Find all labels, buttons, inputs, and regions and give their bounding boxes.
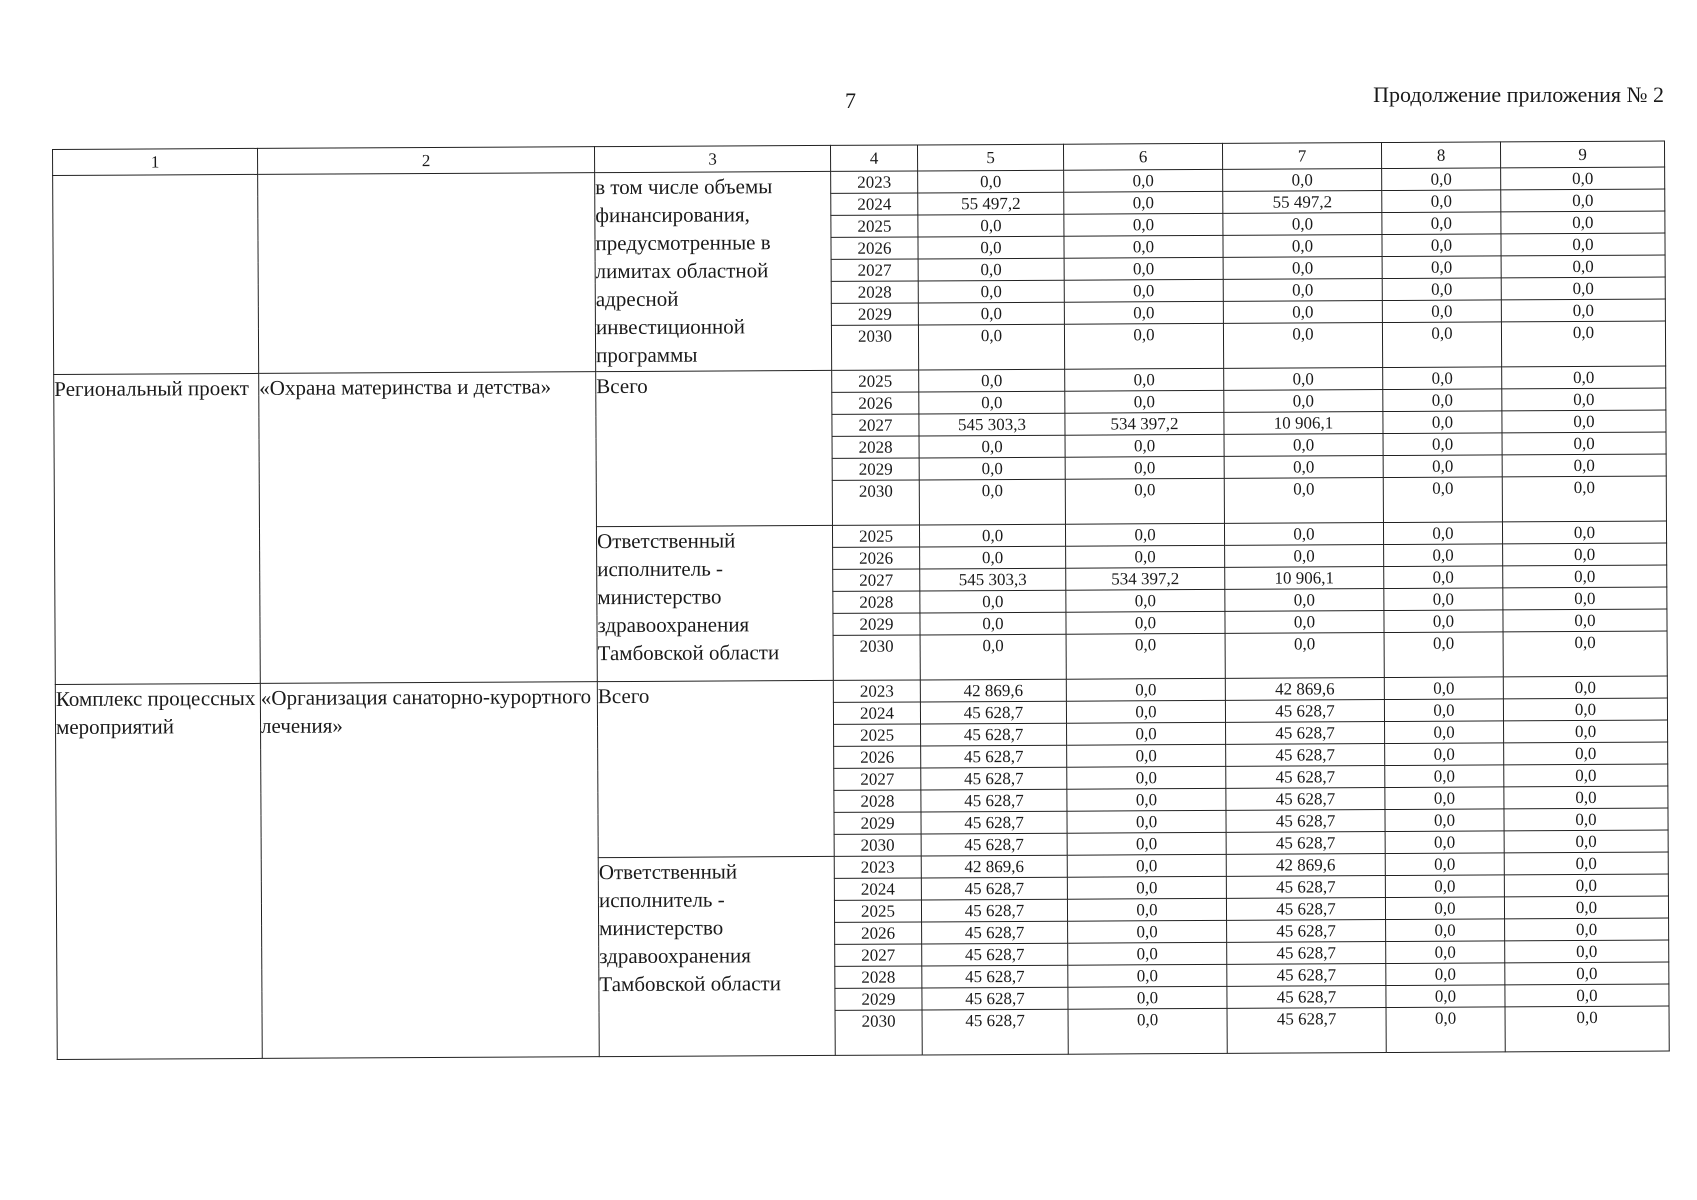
value-cell-col8: 0,0 [1382, 300, 1501, 323]
value-cell-total: 0,0 [919, 457, 1065, 480]
value-cell-total: 0,0 [920, 590, 1066, 613]
value-cell-col7: 0,0 [1223, 301, 1382, 324]
value-cell-col8: 0,0 [1383, 477, 1502, 523]
year-cell: 2028 [834, 790, 921, 812]
value-cell-total: 45 628,7 [921, 833, 1067, 856]
value-cell-col7: 0,0 [1223, 279, 1382, 302]
value-cell-total: 45 628,7 [922, 921, 1068, 944]
section-name-cell: «Охрана материнства и детства» [259, 372, 598, 684]
column-header: 6 [1063, 143, 1222, 170]
value-cell-total: 0,0 [918, 236, 1064, 259]
column-header: 7 [1222, 143, 1381, 170]
value-cell-total: 45 628,7 [921, 899, 1067, 922]
value-cell-col6: 0,0 [1065, 434, 1224, 457]
value-cell-col6: 0,0 [1065, 368, 1224, 391]
year-cell: 2027 [833, 569, 920, 591]
value-cell-col7: 42 869,6 [1226, 854, 1385, 877]
year-cell: 2025 [834, 900, 921, 922]
value-cell-col8: 0,0 [1386, 1007, 1505, 1053]
value-cell-col7: 0,0 [1224, 523, 1383, 546]
value-cell-total: 45 628,7 [922, 943, 1068, 966]
value-cell-col9: 0,0 [1504, 874, 1668, 897]
value-cell-total: 45 628,7 [922, 965, 1068, 988]
value-cell-col7: 45 628,7 [1227, 920, 1386, 943]
value-cell-col7: 0,0 [1225, 589, 1384, 612]
value-cell-total: 0,0 [918, 214, 1064, 237]
value-cell-col8: 0,0 [1382, 278, 1501, 301]
value-cell-col9: 0,0 [1502, 454, 1666, 477]
year-cell: 2029 [832, 458, 919, 480]
value-cell-col8: 0,0 [1384, 544, 1503, 567]
value-cell-col9: 0,0 [1502, 366, 1666, 389]
value-cell-col6: 0,0 [1067, 876, 1226, 899]
value-cell-col7: 0,0 [1225, 633, 1384, 679]
value-cell-col9: 0,0 [1503, 587, 1667, 610]
value-cell-col7: 0,0 [1225, 545, 1384, 568]
value-cell-total: 45 628,7 [921, 789, 1067, 812]
funding-group-label-cell: Всего [596, 370, 833, 526]
value-cell-total: 45 628,7 [920, 701, 1066, 724]
value-cell-col9: 0,0 [1503, 543, 1667, 566]
value-cell-col8: 0,0 [1383, 455, 1502, 478]
year-cell: 2030 [832, 480, 919, 525]
value-cell-col8: 0,0 [1386, 985, 1505, 1008]
value-cell-col9: 0,0 [1501, 299, 1665, 322]
value-cell-col9: 0,0 [1501, 277, 1665, 300]
year-cell: 2025 [831, 215, 918, 237]
value-cell-col7: 0,0 [1224, 434, 1383, 457]
value-cell-col9: 0,0 [1501, 211, 1665, 234]
column-header: 9 [1500, 141, 1664, 168]
value-cell-col7: 0,0 [1223, 257, 1382, 280]
value-cell-col7: 45 628,7 [1226, 722, 1385, 745]
value-cell-col9: 0,0 [1504, 830, 1668, 853]
value-cell-col7: 45 628,7 [1226, 832, 1385, 855]
year-cell: 2026 [835, 922, 922, 944]
section-type-cell: Региональный проект [54, 373, 261, 684]
value-cell-col6: 0,0 [1067, 766, 1226, 789]
value-cell-total: 0,0 [918, 302, 1064, 325]
year-cell: 2030 [835, 1010, 922, 1055]
value-cell-total: 45 628,7 [922, 987, 1068, 1010]
value-cell-col8: 0,0 [1385, 721, 1504, 744]
value-cell-col9: 0,0 [1504, 808, 1668, 831]
year-cell: 2028 [833, 591, 920, 613]
value-cell-col9: 0,0 [1505, 940, 1669, 963]
value-cell-col6: 0,0 [1068, 1008, 1227, 1054]
year-cell: 2027 [834, 768, 921, 790]
value-cell-total: 42 869,6 [921, 855, 1067, 878]
value-cell-col8: 0,0 [1382, 168, 1501, 191]
page-number: 7 [845, 88, 856, 113]
value-cell-total: 0,0 [918, 280, 1064, 303]
year-cell: 2030 [833, 635, 920, 680]
value-cell-col6: 0,0 [1068, 986, 1227, 1009]
value-cell-col9: 0,0 [1503, 565, 1667, 588]
value-cell-col9: 0,0 [1502, 432, 1666, 455]
value-cell-col7: 45 628,7 [1226, 898, 1385, 921]
value-cell-col8: 0,0 [1385, 897, 1504, 920]
value-cell-col8: 0,0 [1385, 765, 1504, 788]
value-cell-col9: 0,0 [1502, 388, 1666, 411]
value-cell-col7: 10 906,1 [1224, 412, 1383, 435]
year-cell: 2028 [832, 436, 919, 458]
value-cell-col8: 0,0 [1383, 522, 1502, 545]
year-cell: 2023 [834, 856, 921, 878]
value-cell-col9: 0,0 [1501, 189, 1665, 212]
year-cell: 2023 [831, 171, 918, 193]
value-cell-col8: 0,0 [1385, 809, 1504, 832]
financing-table [52, 141, 1670, 1060]
value-cell-col9: 0,0 [1504, 786, 1668, 809]
year-cell: 2030 [831, 325, 918, 370]
year-cell: 2026 [831, 237, 918, 259]
value-cell-col9: 0,0 [1503, 676, 1667, 699]
value-cell-col7: 0,0 [1223, 213, 1382, 236]
column-header: 1 [53, 148, 258, 175]
section-type-cell: Комплекс процессных мероприятий [55, 683, 262, 1059]
value-cell-total: 0,0 [918, 324, 1064, 370]
value-cell-col8: 0,0 [1382, 322, 1501, 368]
value-cell-col7: 45 628,7 [1226, 876, 1385, 899]
value-cell-col8: 0,0 [1383, 367, 1502, 390]
value-cell-col6: 0,0 [1064, 279, 1223, 302]
value-cell-col6: 0,0 [1064, 235, 1223, 258]
value-cell-col8: 0,0 [1384, 588, 1503, 611]
value-cell-col8: 0,0 [1384, 632, 1503, 678]
value-cell-col8: 0,0 [1384, 566, 1503, 589]
value-cell-col6: 0,0 [1067, 898, 1226, 921]
value-cell-col7: 0,0 [1224, 456, 1383, 479]
value-cell-total: 0,0 [920, 546, 1066, 569]
value-cell-total: 45 628,7 [922, 1009, 1068, 1055]
value-cell-col6: 0,0 [1067, 854, 1226, 877]
value-cell-col9: 0,0 [1504, 852, 1668, 875]
value-cell-col9: 0,0 [1505, 918, 1669, 941]
value-cell-col7: 0,0 [1223, 235, 1382, 258]
value-cell-col7: 0,0 [1225, 611, 1384, 634]
value-cell-col9: 0,0 [1501, 233, 1665, 256]
value-cell-total: 0,0 [918, 258, 1064, 281]
value-cell-col9: 0,0 [1501, 255, 1665, 278]
value-cell-col6: 0,0 [1066, 589, 1225, 612]
value-cell-col6: 0,0 [1064, 169, 1223, 192]
value-cell-col6: 0,0 [1066, 633, 1225, 679]
value-cell-col7: 0,0 [1223, 169, 1382, 192]
value-cell-col8: 0,0 [1385, 743, 1504, 766]
year-cell: 2027 [831, 259, 918, 281]
value-cell-col8: 0,0 [1386, 941, 1505, 964]
value-cell-col6: 0,0 [1067, 832, 1226, 855]
year-cell: 2029 [831, 303, 918, 325]
value-cell-col6: 0,0 [1066, 545, 1225, 568]
year-cell: 2025 [832, 370, 919, 392]
value-cell-col8: 0,0 [1384, 677, 1503, 700]
value-cell-col6: 0,0 [1066, 678, 1225, 701]
year-cell: 2024 [833, 702, 920, 724]
section-name-cell: «Организация санаторно-курортного лечения» [260, 682, 599, 1059]
value-cell-total: 545 303,3 [920, 568, 1066, 591]
year-cell: 2029 [834, 812, 921, 834]
value-cell-total: 42 869,6 [920, 679, 1066, 702]
value-cell-col8: 0,0 [1383, 433, 1502, 456]
value-cell-col9: 0,0 [1504, 720, 1668, 743]
value-cell-col6: 0,0 [1064, 257, 1223, 280]
value-cell-col9: 0,0 [1504, 764, 1668, 787]
value-cell-total: 0,0 [920, 634, 1066, 680]
value-cell-col6: 0,0 [1065, 523, 1224, 546]
column-header: 4 [830, 145, 917, 171]
value-cell-col7: 0,0 [1224, 368, 1383, 391]
value-cell-col7: 55 497,2 [1223, 191, 1382, 214]
value-cell-col7: 0,0 [1224, 478, 1383, 524]
funding-group-label-cell: Ответственный исполнитель - министерство здравоохранения Тамбовской области [596, 525, 833, 681]
value-cell-col9: 0,0 [1501, 167, 1665, 190]
value-cell-col6: 0,0 [1066, 700, 1225, 723]
value-cell-col9: 0,0 [1503, 698, 1667, 721]
value-cell-col7: 45 628,7 [1227, 964, 1386, 987]
value-cell-total: 0,0 [919, 391, 1065, 414]
year-cell: 2028 [835, 966, 922, 988]
value-cell-col8: 0,0 [1382, 234, 1501, 257]
column-header: 5 [917, 144, 1063, 171]
value-cell-col8: 0,0 [1385, 831, 1504, 854]
value-cell-col7: 45 628,7 [1226, 810, 1385, 833]
column-header: 2 [257, 147, 594, 175]
value-cell-total: 545 303,3 [919, 413, 1065, 436]
value-cell-col8: 0,0 [1386, 963, 1505, 986]
year-cell: 2029 [833, 613, 920, 635]
value-cell-col6: 0,0 [1065, 456, 1224, 479]
value-cell-col8: 0,0 [1385, 853, 1504, 876]
value-cell-col8: 0,0 [1385, 787, 1504, 810]
value-cell-col6: 0,0 [1064, 301, 1223, 324]
value-cell-col8: 0,0 [1384, 610, 1503, 633]
value-cell-col6: 0,0 [1067, 744, 1226, 767]
value-cell-col9: 0,0 [1504, 742, 1668, 765]
value-cell-total: 0,0 [919, 479, 1065, 525]
value-cell-total: 45 628,7 [921, 745, 1067, 768]
year-cell: 2025 [832, 525, 919, 547]
value-cell-col9: 0,0 [1501, 321, 1665, 367]
value-cell-col9: 0,0 [1502, 521, 1666, 544]
appendix-continuation-label: Продолжение приложения № 2 [1373, 82, 1664, 107]
value-cell-total: 0,0 [920, 612, 1066, 635]
value-cell-col7: 10 906,1 [1225, 567, 1384, 590]
value-cell-col7: 45 628,7 [1226, 744, 1385, 767]
value-cell-total: 0,0 [919, 435, 1065, 458]
value-cell-col9: 0,0 [1505, 984, 1669, 1007]
value-cell-col7: 42 869,6 [1225, 678, 1384, 701]
value-cell-total: 55 497,2 [918, 192, 1064, 215]
year-cell: 2027 [832, 414, 919, 436]
value-cell-col9: 0,0 [1504, 896, 1668, 919]
value-cell-col7: 45 628,7 [1225, 700, 1384, 723]
year-cell: 2024 [834, 878, 921, 900]
year-cell: 2026 [834, 746, 921, 768]
year-cell: 2028 [831, 281, 918, 303]
value-cell-col7: 0,0 [1224, 390, 1383, 413]
value-cell-col8: 0,0 [1383, 411, 1502, 434]
section-type-cell [53, 174, 259, 374]
value-cell-col6: 0,0 [1067, 788, 1226, 811]
funding-group-label-cell: в том числе объемы финансирования, предусмотренные в лимитах областной адресной инвестиционной программы [595, 171, 832, 371]
year-cell: 2027 [835, 944, 922, 966]
value-cell-col9: 0,0 [1503, 631, 1667, 677]
funding-group-label-cell: Всего [597, 680, 834, 857]
value-cell-col6: 534 397,2 [1065, 412, 1224, 435]
value-cell-col6: 0,0 [1066, 611, 1225, 634]
year-cell: 2024 [831, 193, 918, 215]
value-cell-col8: 0,0 [1382, 256, 1501, 279]
value-cell-col6: 0,0 [1067, 810, 1226, 833]
funding-group-label-cell: Ответственный исполнитель - министерство здравоохранения Тамбовской области [598, 856, 835, 1056]
year-cell: 2023 [833, 680, 920, 702]
value-cell-total: 45 628,7 [921, 767, 1067, 790]
year-cell: 2025 [834, 724, 921, 746]
value-cell-total: 45 628,7 [921, 877, 1067, 900]
value-cell-col8: 0,0 [1382, 212, 1501, 235]
year-cell: 2026 [832, 392, 919, 414]
value-cell-col9: 0,0 [1505, 962, 1669, 985]
section-name-cell [258, 173, 596, 374]
value-cell-col6: 0,0 [1064, 213, 1223, 236]
value-cell-total: 45 628,7 [921, 723, 1067, 746]
column-header: 8 [1381, 142, 1500, 169]
value-cell-col9: 0,0 [1502, 476, 1666, 522]
value-cell-col6: 0,0 [1068, 920, 1227, 943]
value-cell-col7: 0,0 [1223, 323, 1382, 369]
value-cell-col8: 0,0 [1384, 699, 1503, 722]
table-body [53, 167, 1670, 1059]
value-cell-col8: 0,0 [1383, 389, 1502, 412]
column-header: 3 [594, 145, 830, 172]
value-cell-col7: 45 628,7 [1227, 1008, 1386, 1054]
value-cell-col6: 534 397,2 [1066, 567, 1225, 590]
year-cell: 2029 [835, 988, 922, 1010]
value-cell-col7: 45 628,7 [1227, 942, 1386, 965]
value-cell-col8: 0,0 [1385, 875, 1504, 898]
value-cell-col8: 0,0 [1382, 190, 1501, 213]
year-cell: 2026 [833, 547, 920, 569]
value-cell-total: 45 628,7 [921, 811, 1067, 834]
value-cell-col6: 0,0 [1067, 722, 1226, 745]
value-cell-col6: 0,0 [1065, 478, 1224, 524]
value-cell-col9: 0,0 [1502, 410, 1666, 433]
value-cell-col6: 0,0 [1068, 942, 1227, 965]
year-cell: 2030 [834, 834, 921, 856]
value-cell-col6: 0,0 [1064, 323, 1223, 369]
value-cell-col9: 0,0 [1503, 609, 1667, 632]
value-cell-col7: 45 628,7 [1226, 788, 1385, 811]
value-cell-col6: 0,0 [1064, 191, 1223, 214]
value-cell-total: 0,0 [918, 170, 1064, 193]
value-cell-col8: 0,0 [1386, 919, 1505, 942]
value-cell-total: 0,0 [919, 524, 1065, 547]
value-cell-col6: 0,0 [1065, 390, 1224, 413]
value-cell-col7: 45 628,7 [1226, 766, 1385, 789]
value-cell-total: 0,0 [919, 369, 1065, 392]
value-cell-col6: 0,0 [1068, 964, 1227, 987]
value-cell-col7: 45 628,7 [1227, 986, 1386, 1009]
value-cell-col9: 0,0 [1505, 1006, 1669, 1052]
